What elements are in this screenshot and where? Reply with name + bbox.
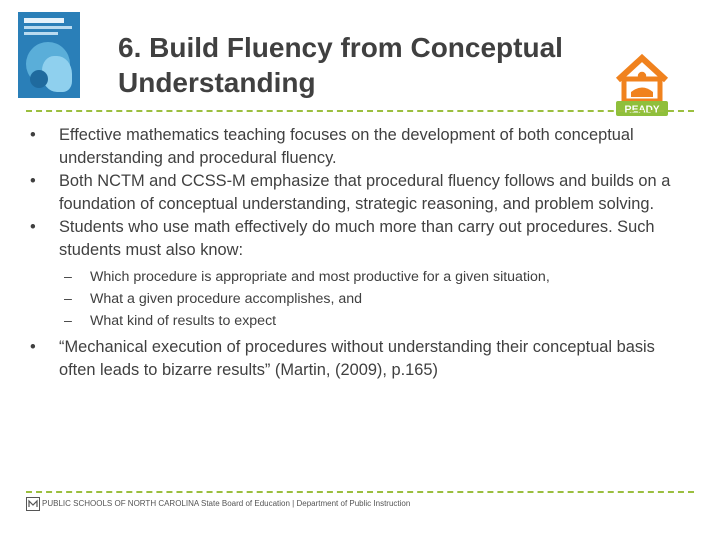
bullet-mark: • (30, 126, 36, 144)
bullet-list (30, 124, 694, 382)
sub-bullet-mark: – (64, 291, 72, 307)
bullet-mark: • (30, 218, 36, 236)
sub-bullet-text: Which procedure is appropriate and most productive for a given situation, (90, 269, 550, 285)
bullet-item (30, 124, 694, 170)
book-cover-icon (18, 12, 80, 98)
sub-bullet-mark: – (64, 269, 72, 285)
title-line-1: 6. Build Fluency from Conceptual (118, 32, 563, 63)
bullet-mark: • (30, 338, 36, 356)
footer-text: PUBLIC SCHOOLS OF NORTH CAROLINA State Board of Education | Department of Public Instruction (42, 499, 411, 508)
quote-text: “Mechanical execution of procedures without understanding their conceptual basis often leads to bizarre results” (Martin, (2009), p.165) (59, 338, 655, 379)
sub-bullet-item (30, 266, 694, 288)
bullet-item (30, 216, 694, 262)
bullet-text: Both NCTM and CCSS-M emphasize that procedural fluency follows and builds on a foundation of conceptual understanding, strategic reasoning, and problem solving. (59, 172, 671, 213)
bullet-mark: • (30, 172, 36, 190)
slide-title (118, 30, 618, 100)
quote-bullet-item (30, 336, 694, 382)
footer-divider (26, 491, 694, 493)
ready-label: READY (624, 104, 660, 116)
bullet-text: Effective mathematics teaching focuses on the development of both conceptual understanding and procedural fluency. (59, 126, 634, 167)
ready-house-icon (612, 52, 672, 118)
bullet-text: Students who use math effectively do much more than carry out procedures. Such students must also know: (59, 218, 655, 259)
sub-bullet-item (30, 310, 694, 332)
nc-seal-icon (26, 497, 40, 511)
bullet-item (30, 170, 694, 216)
sub-bullet-text: What kind of results to expect (90, 313, 277, 329)
title-line-2: Understanding (118, 67, 316, 98)
header-divider (26, 110, 694, 112)
sub-bullet-text: What a given procedure accomplishes, and (90, 291, 363, 307)
sub-bullet-mark: – (64, 313, 72, 329)
sub-bullet-item (30, 288, 694, 310)
